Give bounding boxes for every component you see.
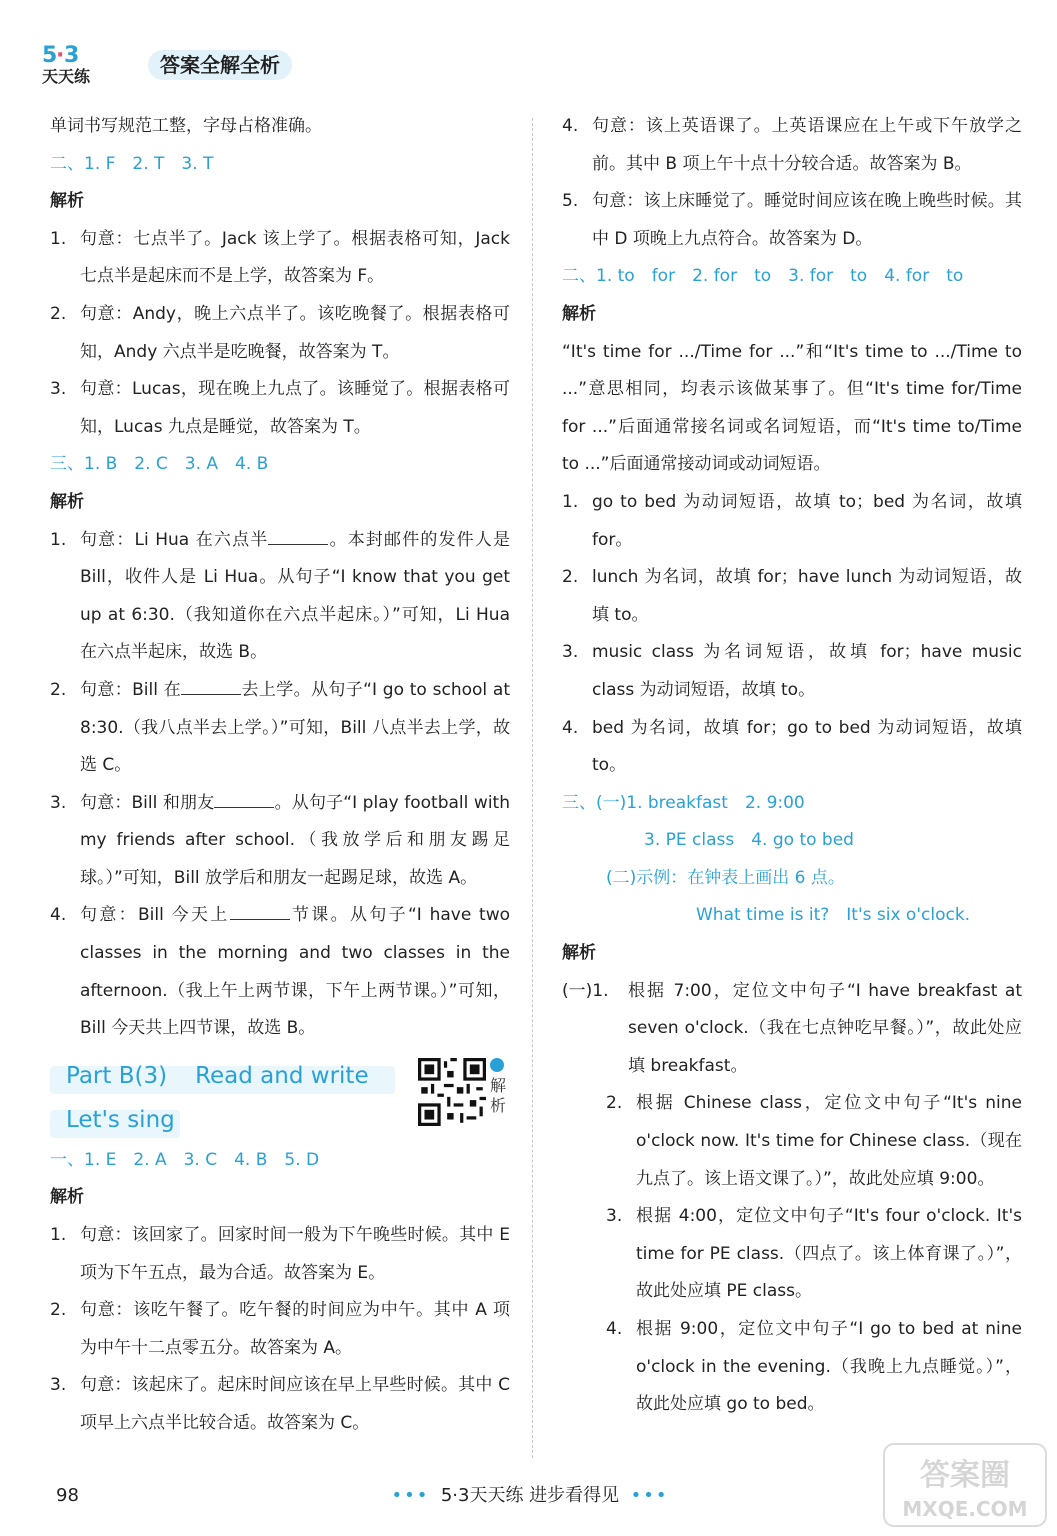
list-item: 1. 句意：该回家了。回家时间一般为下午晚些时候。其中 E 项为下午五点，最为合适。故答案为 E。 [50, 1225, 510, 1283]
right-column [562, 108, 1022, 1424]
list-item: 5. 句意：该上床睡觉了。睡觉时间应该在晚上晚些时候。其中 D 项晚上九点符合。故答案为 D。 [562, 191, 1022, 249]
list-item: 3. 句意：Bill 和朋友 。从句子“I play football with my friends after school.（我放学后和朋友踢足球。）”可知，Bill 放学后和朋友一起踢足球，故选 A。 [50, 785, 510, 898]
list-item: 2. lunch 为名词，故填 for；have lunch 为动词短语，故填 to。 [562, 567, 1022, 625]
analysis-heading: 解析 [50, 491, 84, 512]
part-title: Read and write [195, 1062, 369, 1089]
list-item: 4. bed 为名词，故填 for；go to bed 为动词短语，故填 to。 [562, 717, 1022, 776]
section-answers: 一、1. E 2. A 3. C 4. B 5. D [50, 1149, 320, 1170]
list-item: 2. 根据 Chinese class，定位文中句子“It's nine o'clock now. It's time for Chinese class.（现在九点了。该上语文课了。）”，故此处应填 9:00。 [606, 1093, 1022, 1189]
section-answers: 二、1. F 2. T 3. T [50, 153, 214, 174]
footer-slogan: ••• 5·3天天练 进步看得见 ••• [391, 1485, 669, 1506]
list-item: 2. 句意：Bill 在 去上学。从句子“I go to school at 8:30.（我八点半去上学。）”可知，Bill 八点半去上学，故选 C。 [50, 672, 510, 785]
svg-text:·: · [56, 43, 65, 68]
list-item: 3. music class 为名词短语，故填 for；have music class 为动词短语，故填 to。 [562, 642, 1022, 700]
list-item: 3. 句意：Lucas，现在晚上九点了。该睡觉了。根据表格可知，Lucas 九点是睡觉，故答案为 T。 [50, 379, 510, 437]
watermark-logo [880, 1440, 1050, 1530]
page-header [40, 40, 440, 90]
analysis-heading: 解析 [562, 943, 596, 964]
section-answers: What time is it? It's six o'clock. [696, 905, 971, 926]
list-item: 4. 根据 9:00，定位文中句子“I go to bed at nine o'clock in the evening.（我晚上九点睡觉。）”，故此处应填 go to bed。 [606, 1319, 1022, 1415]
analysis-heading: 解析 [50, 191, 84, 212]
analysis-heading: 解析 [50, 1187, 84, 1208]
section-answers: 三、(一)1. breakfast 2. 9:00 [562, 792, 805, 813]
header-title: 答案全解全析 [148, 50, 292, 80]
section-answers: 二、1. to for 2. for to 3. for to 4. for to [562, 266, 964, 287]
list-item: 4. 句意：Bill 今天上 节课。从句子“I have two classes in the morning and two classes in the afternoon.（我上午上两节课，下午上两节课。）”可知，Bill 今天共上四节课，故选 B。 [50, 897, 510, 1047]
list-item: 1. 句意：七点半了。Jack 该上学了。根据表格可知，Jack 七点半是起床而不是上学，故答案为 F。 [50, 228, 510, 287]
svg-text:答案圈: 答案圈 [920, 1458, 1010, 1493]
qr-code-icon[interactable] [418, 1058, 486, 1126]
svg-text:5: 5 [42, 43, 58, 68]
list-item: 4. 句意：该上英语课了。上英语课应在上午或下午放学之前。其中 B 项上午十点十分较合适。故答案为 B。 [562, 116, 1022, 174]
column-divider [532, 118, 533, 1458]
list-item: 2. 句意：Andy，晚上六点半了。该吃晚餐了。根据表格可知，Andy 六点半是吃晚餐，故答案为 T。 [50, 303, 510, 362]
svg-text:MXQE.COM: MXQE.COM [902, 1497, 1028, 1521]
section-answers: (二)示例：在钟表上画出 6 点。 [606, 867, 845, 888]
paragraph: 单词书写规范工整，字母占格准确。 [50, 116, 322, 136]
list-item: 1. go to bed 为动词短语，故填 to；bed 为名词，故填 for。 [562, 491, 1022, 550]
list-item: 3. 句意：该起床了。起床时间应该在早上早些时候。其中 C 项早上六点半比较合适。故答案为 C。 [50, 1375, 510, 1433]
part-subtitle: Let's sing [66, 1106, 175, 1133]
left-column [50, 108, 510, 1443]
svg-text:3: 3 [64, 43, 80, 68]
list-item: 1. 句意：Li Hua 在六点半 。本封邮件的发件人是 Bill，收件人是 Li Hua。从句子“I know that you get up at 6:30.（我知道你在六点半起床。）”可知，Li Hua 在六点半起床，故选 B。 [50, 522, 510, 672]
list-item: 2. 句意：该吃午餐了。吃午餐的时间应为中午。其中 A 项为中午十二点零五分。故答案为 A。 [50, 1300, 510, 1358]
analysis-heading: 解析 [562, 303, 596, 324]
list-item: 3. 根据 4:00，定位文中句子“It's four o'clock. It's time for PE class.（四点了。该上体育课了。）”，故此处应填 PE class。 [606, 1206, 1022, 1302]
section-answers: 3. PE class 4. go to bed [644, 830, 854, 851]
play-icon [490, 1058, 504, 1072]
brand-logo [40, 40, 106, 84]
qr-side-label: 解析 [490, 1058, 510, 1116]
page-number: 98 [56, 1485, 79, 1506]
list-item: (一)1. 根据 7:00，定位文中句子“I have breakfast at seven o'clock.（我在七点钟吃早餐。）”，故此处应填 breakfast。 [562, 980, 1022, 1076]
section-banner [50, 1058, 510, 1134]
svg-text:天天练: 天天练 [42, 67, 91, 84]
paragraph: “It's time for .../Time for ...”和“It's time to .../Time to ...”意思相同，均表示该做某事了。但“It's time for/Time for ...”后面通常接名词或名词短语，而“It's time to/Time to ...”后面通常接动词或动词短语。 [562, 341, 1022, 475]
part-label: Part B(3) [66, 1062, 168, 1089]
section-answers: 三、1. B 2. C 3. A 4. B [50, 454, 269, 475]
